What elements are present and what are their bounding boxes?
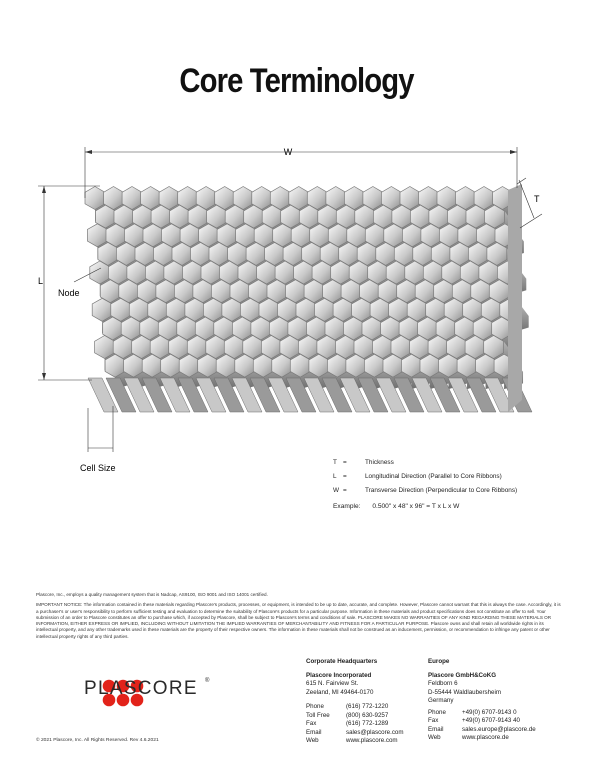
company-name: Plascore GmbH&CoKG [428,671,497,679]
contact-row [306,729,426,738]
contact-heading: Europe [428,658,450,665]
legend-equals: = [343,458,347,466]
address-line: Zeeland, MI 49464-0170 [306,688,374,696]
contact-row [306,720,426,729]
legend-row [333,469,517,483]
legend-key: L [333,472,337,480]
contact-label: Email [428,725,444,733]
contact-label: Web [306,737,319,744]
contact-label: Fax [306,720,317,727]
contact-value: (616) 772-1289 [346,720,389,727]
example [333,503,469,510]
contact-value: (616) 772-1220 [346,703,389,710]
legend-row [333,483,517,497]
contact-label: Phone [428,708,446,716]
contact-link[interactable]: sales.europe@plascore.de [462,725,536,733]
legend-equals: = [343,472,347,480]
legend-row [333,455,517,469]
corporate-headquarters [306,658,426,746]
example-value: 0.500" x 48" x 96" = T x L x W [372,503,460,510]
contact-row [306,737,426,746]
contact-row [428,717,568,726]
contact-label: Email [306,728,322,736]
contact-label: Phone [306,703,324,710]
contact-value: (800) 630-9257 [346,711,389,719]
legend-equals: = [343,486,347,494]
contact-label: Web [428,734,441,741]
cell-size-label: Cell Size [80,463,116,473]
contact-row [306,703,426,712]
contact-link[interactable]: www.plascore.com [346,737,398,744]
europe-office [428,658,568,743]
legend-definition: Longitudinal Direction (Parallel to Core Ribbons) [365,472,502,480]
address-line: 615 N. Fairview St. [306,680,359,687]
contact-heading: Corporate Headquarters [306,658,378,665]
length-label: L [38,276,44,286]
contact-label: Toll Free [306,711,330,719]
company-name: Plascore Incorporated [306,671,372,679]
thickness-label: T [534,194,540,204]
contact-row [428,726,568,735]
copyright: © 2021 Plascore, Inc. All Rights Reserved. Rev 4.6.2021 [36,738,159,743]
legend [333,455,517,497]
footer-notices [36,592,561,640]
legend-definition: Thickness [365,458,394,466]
contact-link[interactable]: sales@plascore.com [346,728,404,736]
legend-key: T [333,458,337,466]
panel-side [508,184,522,412]
width-label: W [283,147,293,157]
address-line: Feldborn 6 [428,680,458,687]
important-notice: IMPORTANT NOTICE: The information contained in these materials regarding Plascore's products, processes, or equipment, is intended to be up to date, accurate, and complete. However, Plascore cannot warrant that this is always the case. Accordingly, it is a purchaser's or user's responsibility to perform sufficient testing and evaluation to determine the suitability of Plascore's products for a particular purpose. Information in these materials and product specifications does not constitute an offer to sell. Your submission of an order to Plascore constitutes an offer to purchase which, if accepted by Plascore, shall be subject to Plascore's terms and conditions of sale. PLASCORE MAKES NO WARRANTIES OF ANY KIND REGARDING THESE MATERIALS OR INFORMATION, EITHER EXPRESS OR IMPLIED, INCLUDING WITHOUT LIMITATION THE IMPLIED WARRANTIES OF MERCHANTABILITY AND FITNESS FOR A PARTICULAR PURPOSE. Plascore owns and shall retain all worldwide rights in its intellectual property, and any other trademarks used in these materials are the property of their respective owners. The information in these materials shall not be construed as an inducement, permission, or recommendation to infringe any patent or other intellectual property rights of any third parties. [36,602,561,639]
legend-definition: Transverse Direction (Perpendicular to Core Ribbons) [365,486,518,494]
contact-value: +49(0) 6707-9143 40 [462,717,520,724]
address-line: D-55444 Waldlaubersheim [428,688,502,696]
node-label: Node [58,288,80,298]
contact-value: +49(0) 6707-9143 0 [462,708,517,716]
example-label: Example: [333,503,361,510]
address-line: Germany [428,697,454,704]
page-title: Core Terminology [179,62,414,100]
honeycomb-cells [85,184,532,412]
honeycomb-core-diagram [0,140,593,485]
plascore-logo-text: PLASCORE [84,678,198,699]
contact-row [428,709,568,718]
contact-label: Fax [428,717,439,724]
contact-link[interactable]: www.plascore.de [462,734,509,741]
legend-key: W [333,486,340,494]
contact-row [428,734,568,743]
quality-statement: Plascore, Inc., employs a quality management system that is Nadcap, AS9100, ISO 9001 and ISO 14001 certified. [36,592,268,597]
registered-mark: ® [205,678,210,684]
contact-row [306,712,426,721]
